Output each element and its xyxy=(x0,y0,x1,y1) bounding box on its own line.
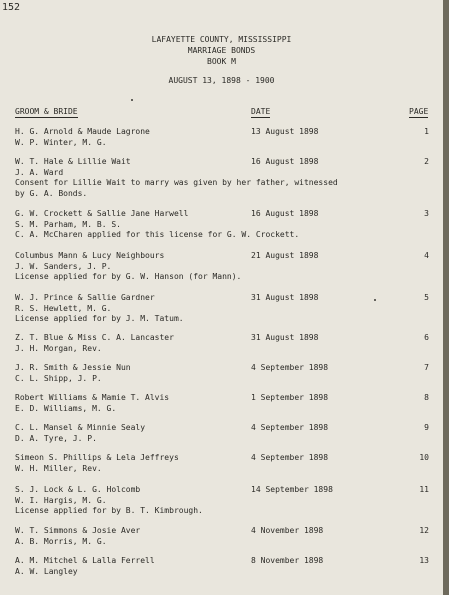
entry-couple: S. J. Lock & L. G. Holcomb xyxy=(15,485,141,494)
entry-row xyxy=(15,453,435,474)
entry-couple: Z. T. Blue & Miss C. A. Lancaster xyxy=(15,333,174,342)
entry-page: 6 xyxy=(424,333,429,342)
entry-detail: S. M. Parham, M. B. S. xyxy=(15,219,121,229)
entry-page: 5 xyxy=(424,293,429,302)
entry-page: 8 xyxy=(424,393,429,402)
entry-row xyxy=(15,423,435,444)
entry-couple: W. J. Prince & Sallie Gardner xyxy=(15,293,155,302)
entry-couple: W. T. Simmons & Josie Aver xyxy=(15,526,141,535)
column-header-date: DATE xyxy=(251,107,271,116)
entry-detail: A. W. Langley xyxy=(15,566,78,576)
entry-date: 4 November 1898 xyxy=(251,526,324,535)
entry-row xyxy=(15,393,435,414)
header-book: BOOK M xyxy=(207,57,236,66)
entry-detail: R. S. Hewlett, M. G. xyxy=(15,303,112,313)
entry-detail: by G. A. Bonds. xyxy=(15,188,88,198)
entry-page: 4 xyxy=(424,251,429,260)
header-title: MARRIAGE BONDS xyxy=(187,46,256,55)
entry-date: 16 August 1898 xyxy=(251,209,319,218)
entry-couple: J. R. Smith & Jessie Nun xyxy=(15,363,131,372)
speck-mark xyxy=(131,99,133,101)
entry-row xyxy=(15,363,435,384)
entry-date: 14 September 1898 xyxy=(251,485,333,494)
entry-row xyxy=(15,251,435,283)
entry-date: 8 November 1898 xyxy=(251,556,324,565)
entry-row xyxy=(15,526,435,547)
entry-detail: W. I. Hargis, M. G. xyxy=(15,495,107,505)
entry-couple: Simeon S. Phillips & Lela Jeffreys xyxy=(15,453,179,462)
entry-detail: License applied for by B. T. Kimbrough. xyxy=(15,506,203,515)
speck-mark xyxy=(374,299,376,301)
page-number: 152 xyxy=(2,2,21,13)
entry-couple: W. T. Hale & Lillie Wait xyxy=(15,157,131,166)
entry-detail: J. A. Ward xyxy=(15,167,64,177)
entry-date: 16 August 1898 xyxy=(251,157,319,166)
entry-row xyxy=(15,485,435,517)
entry-detail: A. B. Morris, M. G. xyxy=(15,536,107,546)
entry-row xyxy=(15,556,435,577)
entry-page: 11 xyxy=(419,485,429,494)
entry-page: 12 xyxy=(419,526,429,535)
entry-detail: J. W. Sanders, J. P. xyxy=(15,261,112,271)
entry-date: 4 September 1898 xyxy=(251,363,329,372)
entry-detail: J. H. Morgan, Rev. xyxy=(15,343,102,353)
entry-detail: C. A. McCharen applied for this license for G. W. Crockett. xyxy=(15,230,300,239)
entry-detail: W. P. Winter, M. G. xyxy=(15,137,107,147)
entry-couple: A. M. Mitchel & Lalla Ferrell xyxy=(15,556,155,565)
entry-detail: E. D. Williams, M. G. xyxy=(15,403,117,413)
header-date-range: AUGUST 13, 1898 - 1900 xyxy=(168,76,275,85)
header-county: LAFAYETTE COUNTY, MISSISSIPPI xyxy=(151,35,292,44)
entry-date: 31 August 1898 xyxy=(251,333,319,342)
entry-date: 1 September 1898 xyxy=(251,393,329,402)
column-header-page: PAGE xyxy=(409,107,429,116)
entry-row xyxy=(15,293,435,325)
entry-date: 13 August 1898 xyxy=(251,127,319,136)
entry-date: 21 August 1898 xyxy=(251,251,319,260)
entry-row xyxy=(15,127,435,148)
entry-page: 3 xyxy=(424,209,429,218)
entry-page: 10 xyxy=(419,453,429,462)
entry-row xyxy=(15,157,435,199)
entry-page: 1 xyxy=(424,127,429,136)
entry-date: 31 August 1898 xyxy=(251,293,319,302)
entry-detail: W. H. Miller, Rev. xyxy=(15,463,102,473)
entry-couple: Robert Williams & Mamie T. Alvis xyxy=(15,393,170,402)
entry-couple: H. G. Arnold & Maude Lagrone xyxy=(15,127,150,136)
entry-page: 7 xyxy=(424,363,429,372)
entry-detail: License applied for by J. M. Tatum. xyxy=(15,314,184,323)
entry-detail: D. A. Tyre, J. P. xyxy=(15,433,97,443)
entry-row xyxy=(15,333,435,354)
entry-detail: License applied for by G. W. Hanson (for Mann). xyxy=(15,272,242,281)
entry-couple: G. W. Crockett & Sallie Jane Harwell xyxy=(15,209,189,218)
entry-detail: Consent for Lillie Wait to marry was given by her father, witnessed xyxy=(15,178,338,187)
entry-row xyxy=(15,209,435,241)
entry-date: 4 September 1898 xyxy=(251,453,329,462)
column-header-groom-bride: GROOM & BRIDE xyxy=(15,107,78,116)
entry-page: 2 xyxy=(424,157,429,166)
entry-detail: C. L. Shipp, J. P. xyxy=(15,373,102,383)
entry-page: 9 xyxy=(424,423,429,432)
entry-page: 13 xyxy=(419,556,429,565)
entry-date: 4 September 1898 xyxy=(251,423,329,432)
entry-couple: Columbus Mann & Lucy Neighbours xyxy=(15,251,165,260)
entry-couple: C. L. Mansel & Minnie Sealy xyxy=(15,423,146,432)
